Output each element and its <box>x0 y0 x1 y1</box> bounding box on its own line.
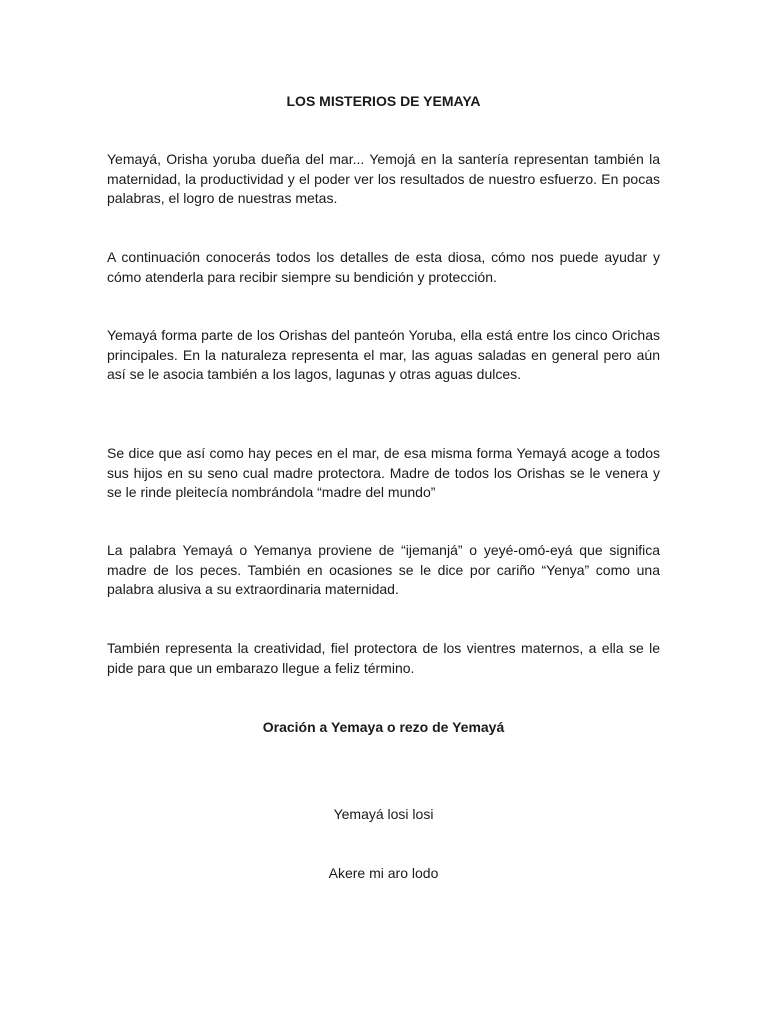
paragraph-mother: Se dice que así como hay peces en el mar, de esa misma forma Yemayá acoge a todos sus hijos en su seno cual madre protectora. Madre de todos los Orishas se le venera y se le rinde pleitecía nombrándola “madre del mundo” <box>107 445 660 500</box>
prayer-heading: Oración a Yemaya o rezo de Yemayá <box>262 719 505 735</box>
document-title: LOS MISTERIOS DE YEMAYA <box>286 93 481 109</box>
paragraph-details: A continuación conocerás todos los detalles de esta diosa, cómo nos puede ayudar y cómo atenderla para recibir siempre su bendición y protección. <box>107 249 660 285</box>
prayer-verse: Akere mi aro lodo <box>328 865 439 881</box>
paragraph-intro: Yemayá, Orisha yoruba dueña del mar... Yemojá en la santería representan también la maternidad, la productividad y el poder ver los resultados de nuestro esfuerzo. En pocas palabras, el logro de nuestras metas. <box>107 151 660 206</box>
prayer-verse: Yemayá losi losi <box>333 806 434 822</box>
paragraph-etymology: La palabra Yemayá o Yemanya proviene de “ijemanjá” o yeyé-omó-eyá que significa madre de los peces. También en ocasiones se le dice por cariño “Yenya” como una palabra alusiva a su extraordinaria maternidad. <box>107 542 660 597</box>
paragraph-pantheon: Yemayá forma parte de los Orishas del panteón Yoruba, ella está entre los cinco Orichas principales. En la naturaleza representa el mar, las aguas saladas en general pero aún así se le asocia también a los lagos, lagunas y otras aguas dulces. <box>107 327 660 382</box>
paragraph-creativity: También representa la creatividad, fiel protectora de los vientres maternos, a ella se le pide para que un embarazo llegue a feliz término. <box>107 640 660 676</box>
